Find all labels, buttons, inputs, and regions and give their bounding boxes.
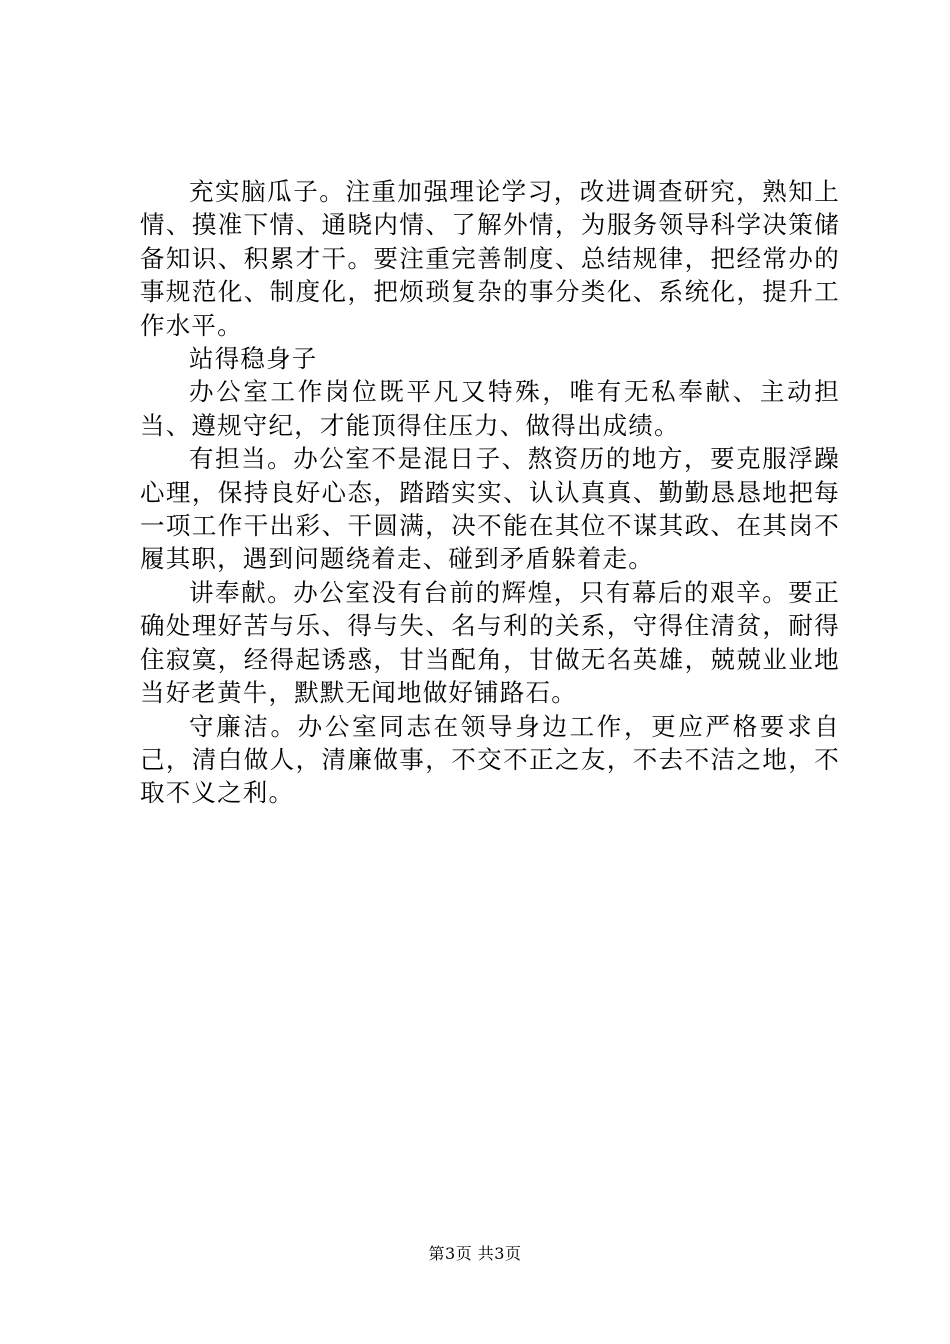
paragraph-responsibility: 有担当。办公室不是混日子、熬资历的地方，要克服浮躁心理，保持良好心态，踏踏实实、认认真真、勤勤恳恳地把每一项工作干出彩、干圆满，决不能在其位不谋其政、在其岗不履其职，遇到问题绕着走、碰到矛盾躲着走。 [140,444,840,574]
paragraph-dedication: 讲奉献。办公室没有台前的辉煌，只有幕后的艰辛。要正确处理好苦与乐、得与失、名与利的关系，守得住清贫，耐得住寂寞，经得起诱惑，甘当配角，甘做无名英雄，兢兢业业地当好老黄牛，默默无闻地做好铺路石。 [140,577,840,708]
document-body [140,175,840,810]
section-heading: 站得稳身子 [189,344,318,374]
paragraph-intro: 办公室工作岗位既平凡又特殊，唯有无私奉献、主动担当、遵规守纪，才能顶得住压力、做得出成绩。 [140,377,840,440]
page-total: 共3页 [477,1244,522,1263]
page-number: 第3页 [428,1244,473,1263]
paragraph-brain: 充实脑瓜子。注重加强理论学习，改进调查研究，熟知上情、摸准下情、通晓内情、了解外情，为服务领导科学决策储备知识、积累才干。要注重完善制度、总结规律，把经常办的事规范化、制度化，把烦琐复杂的事分类化、系统化，提升工作水平。 [140,177,840,340]
page-footer [0,1244,950,1264]
paragraph-integrity: 守廉洁。办公室同志在领导身边工作，更应严格要求自己，清白做人，清廉做事，不交不正之友，不去不洁之地，不取不义之利。 [140,711,840,808]
